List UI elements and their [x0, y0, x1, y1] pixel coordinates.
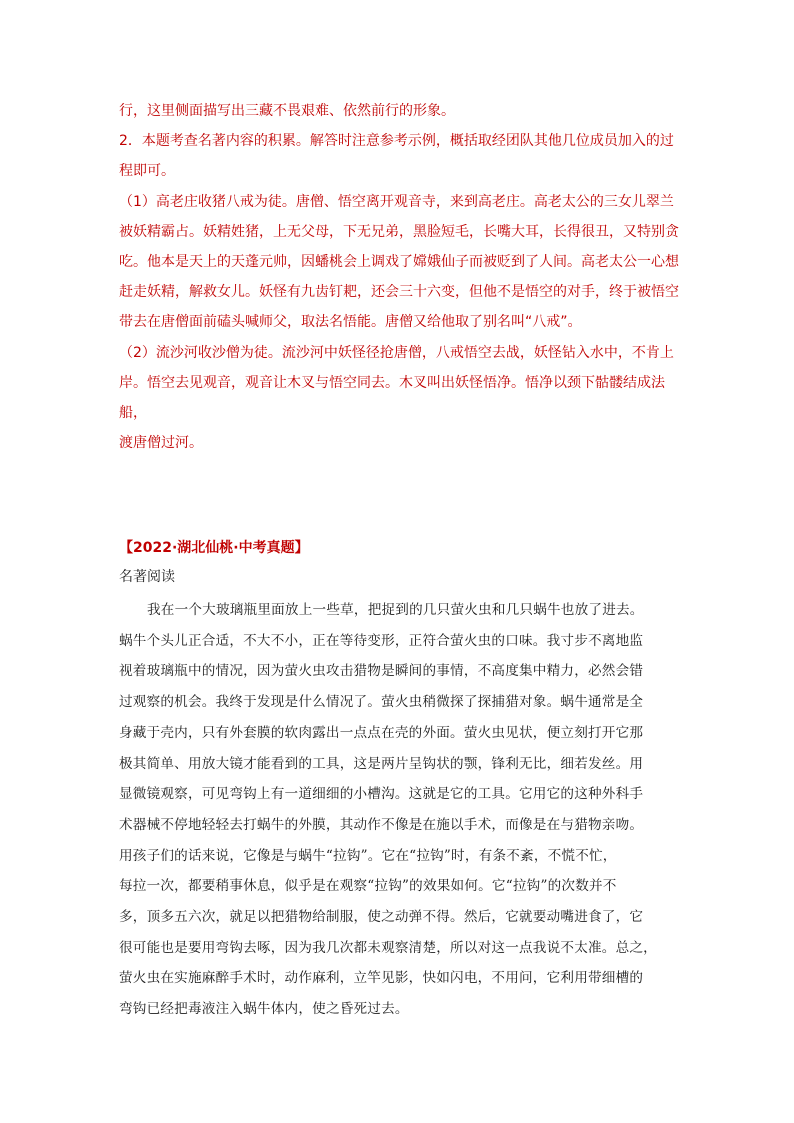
- reading-line: [119, 595, 679, 626]
- reading-passage: [119, 595, 679, 1025]
- answer-line: （2）流沙河收沙僧为徒。流沙河中妖怪径抢唐僧，八戒悟空去战，妖怪钻入水中，不肯上: [119, 344, 674, 361]
- reading-line: 用孩子们的话来说，它像是与蜗牛“拉钩”。它在“拉钩”时，有条不紊，不慌不忙，: [119, 847, 617, 864]
- reading-line: 蜗牛个头儿正合适，不大不小，正在等待变形，正符合萤火虫的口味。我寸步不离地监: [119, 632, 644, 649]
- answer-line: 2．本题考查名著内容的积累。解答时注意参考示例，概括取经团队其他几位成员加入的过: [119, 133, 674, 150]
- answer-line: 赶走妖精，解救女儿。妖怪有九齿钉耙，还会三十六变，但他不是悟空的对手，终于被悟空: [119, 284, 679, 301]
- reading-line: 多，顶多五六次，就足以把猎物给制服，使之动弹不得。然后，它就要动嘴进食了，它: [119, 909, 644, 926]
- reading-line: 很可能也是要用弯钩去啄，因为我几次都未观察清楚，所以对这一点我说不太准。总之，: [119, 939, 657, 956]
- answer-line: 程即可。: [119, 163, 175, 180]
- reading-line: 身藏于壳内，只有外套膜的软肉露出一点点在壳的外面。萤火虫见状，便立刻打开它那: [119, 724, 644, 741]
- reading-line: 术器械不停地轻轻去打蜗牛的外膜，其动作不像是在施以手术，而像是在与猎物亲吻。: [119, 816, 644, 833]
- answer-line: 带去在唐僧面前磕头喊师父，取法名悟能。唐僧又给他取了别名叫“八戒”。: [119, 314, 582, 331]
- exam-source-header: 【2022·湖北仙桃·中考真题】: [119, 540, 309, 556]
- reading-line: 过观察的机会。我终于发现是什么情况了。萤火虫稍微探了探捕猎对象。蜗牛通常是全: [119, 694, 644, 711]
- answer-explanation: [119, 96, 679, 458]
- answer-line: （1）高老庄收猪八戒为徒。唐僧、悟空离开观音寺，来到高老庄。高老太公的三女儿翠兰: [119, 193, 674, 210]
- reading-line: 显微镜观察，可见弯钩上有一道细细的小槽沟。这就是它的工具。它用它的这种外科手: [119, 786, 644, 803]
- answer-line: 被妖精霸占。妖精姓猪，上无父母，下无兄弟，黑脸短毛，长嘴大耳，长得很丑，又特别贪: [119, 223, 679, 240]
- answer-line: 吃。他本是天上的天蓬元帅，因蟠桃会上调戏了嫦娥仙子而被贬到了人间。高老太公一心想: [119, 254, 679, 271]
- answer-line: 岸。悟空去见观音，观音让木叉与悟空同去。木叉叫出妖怪悟净。悟净以颈下骷髅结成法船，: [119, 374, 665, 422]
- reading-line-text: 我在一个大玻璃瓶里面放上一些草，把捉到的几只萤火虫和几只蜗牛也放了进去。: [147, 602, 644, 618]
- reading-line: 萤火虫在实施麻醉手术时，动作麻利，立竿见影，快如闪电，不用问，它利用带细槽的: [119, 970, 644, 987]
- reading-line: 极其简单、用放大镜才能看到的工具，这是两片呈钩状的颚，锋利无比，细若发丝。用: [119, 755, 644, 772]
- reading-line: 弯钩已经把毒液注入蜗牛体内，使之昏死过去。: [119, 1001, 409, 1018]
- reading-line: 每拉一次，都要稍事休息，似乎是在观察“拉钩”的效果如何。它“拉钩”的次数并不: [119, 878, 617, 895]
- reading-line: 视着玻璃瓶中的情况，因为萤火虫攻击猎物是瞬间的事情，不高度集中精力，必然会错: [119, 663, 644, 680]
- answer-line: 渡唐僧过河。: [119, 435, 203, 452]
- section-label: 名著阅读: [119, 569, 175, 585]
- answer-line: 行，这里侧面描写出三藏不畏艰难、依然前行的形象。: [119, 103, 455, 119]
